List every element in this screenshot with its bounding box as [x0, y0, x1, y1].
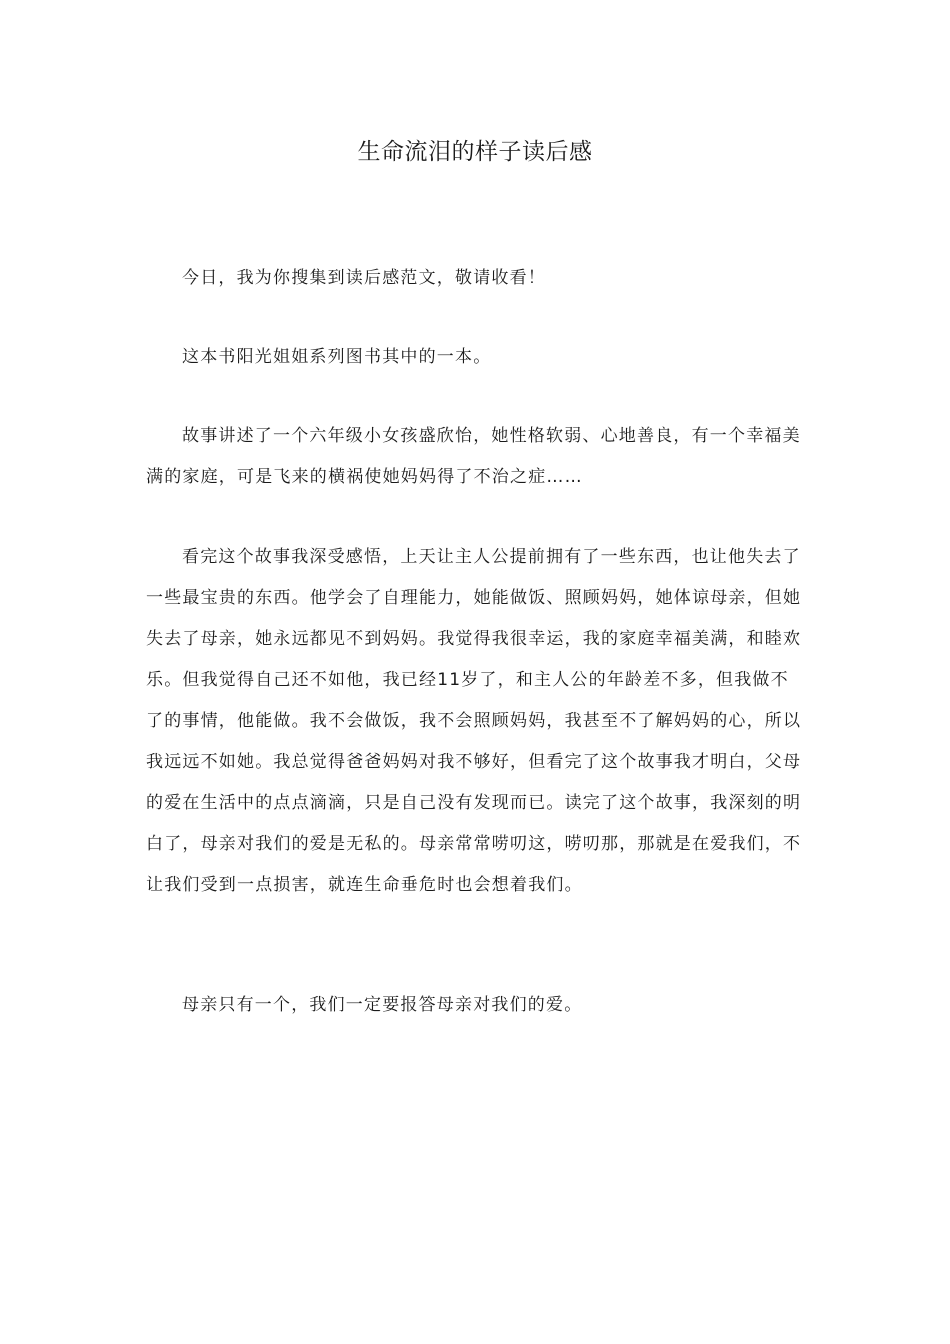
paragraph-conclusion: 母亲只有一个，我们一定要报答母亲对我们的爱。 [182, 995, 583, 1015]
document-title: 生命流泪的样子读后感 [357, 139, 593, 165]
paragraph-story: 故事讲述了一个六年级小女孩盛欣怡，她性格软弱、心地善良，有一个幸福美满的家庭，可是飞来的横祸使她妈妈得了不治之症…… [146, 426, 801, 487]
paragraph-reflection: 看完这个故事我深受感悟，上天让主人公提前拥有了一些东西，也让他失去了一些最宝贵的东西。他学会了自理能力，她能做饭、照顾妈妈，她体谅母亲，但她失去了母亲，她永远都见不到妈妈。我觉得我很幸运，我的家庭幸福美满，和睦欢乐。但我觉得自己还不如他，我已经11岁了，和主人公的年龄差不多，但我做不了的事情，他能做。我不会做饭，我不会照顾妈妈，我甚至不了解妈妈的心，所以我远远不如她。我总觉得爸爸妈妈对我不够好，但看完了这个故事我才明白，父母的爱在生活中的点点滴滴，只是自己没有发现而已。读完了这个故事，我深刻的明白了，母亲对我们的爱是无私的。母亲常常唠叨这，唠叨那，那就是在爱我们，不让我们受到一点损害，就连生命垂危时也会想着我们。 [146, 547, 802, 895]
paragraph-intro: 今日，我为你搜集到读后感范文，敬请收看！ [182, 268, 546, 288]
paragraph-book: 这本书阳光姐姐系列图书其中的一本。 [182, 347, 492, 367]
